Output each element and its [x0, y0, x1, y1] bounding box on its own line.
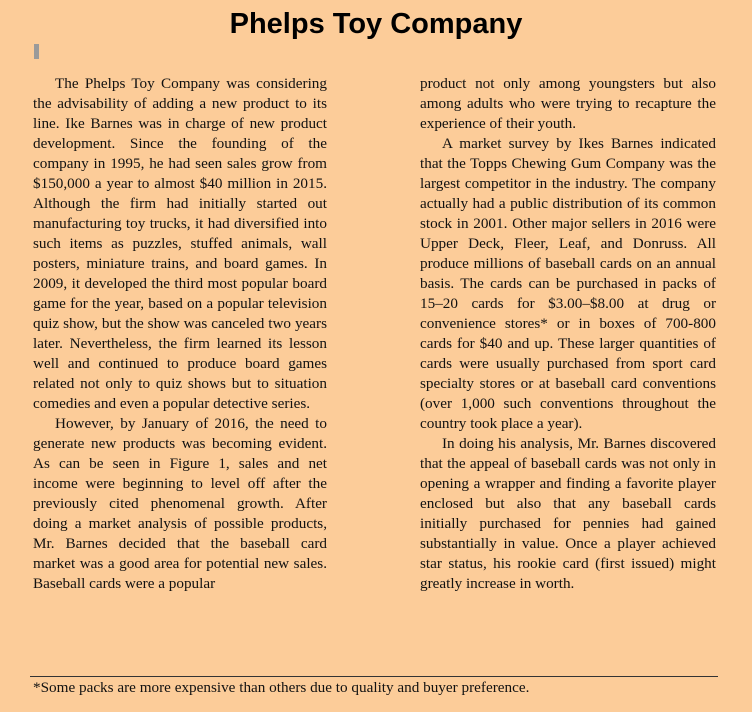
paragraph: In doing his analysis, Mr. Barnes discovered that the appeal of baseball cards was not only in opening a wrapper and finding a favorite player enclosed but also that any baseball cards initially purchased for pennies had gained substantially in value. Once a player achieved star status, his rookie card (first issued) might greatly increase in worth. [420, 435, 716, 592]
page-title: Phelps Toy Company [229, 8, 523, 40]
right-column [420, 74, 716, 594]
footnote: *Some packs are more expensive than others due to quality and buyer preference. [33, 679, 530, 696]
left-column [33, 74, 327, 594]
paragraph: A market survey by Ikes Barnes indicated that the Topps Chewing Gum Company was the largest competitor in the industry. The company actually had a public distribution of its common stock in 2001. Other major sellers in 2016 were Upper Deck, Fleer, Leaf, and Donruss. All produce millions of baseball cards on an annual basis. The cards can be purchased in packs of 15–20 cards for $3.00–$8.00 at drug or convenience stores* or in boxes of 700-800 cards for $40 and up. These larger quantities of cards were usually purchased from sport card specialty stores or at baseball card conventions (over 1,000 such conventions throughout the country took place a year). [420, 135, 716, 432]
paragraph-continued: product not only among youngsters but also among adults who were trying to recapture the experience of their youth. [420, 75, 716, 132]
paragraph: The Phelps Toy Company was considering the advisability of adding a new product to its line. Ike Barnes was in charge of new product development. Since the founding of the company in 1995, he had seen sales grow from $150,000 a year to almost $40 million in 2015. Although the firm had initially started out manufacturing toy trucks, it had diversified into such items as puzzles, stuffed animals, wall posters, miniature trains, and board games. In 2009, it developed the third most popular board game for the year, based on a popular television quiz show, but the show was canceled two years later. Nevertheless, the firm learned its lesson well and continued to produce board games related not only to quiz shows but to situation comedies and even a popular detective series. [33, 75, 327, 412]
footnote-divider [30, 676, 718, 677]
text-cursor-marker [34, 44, 39, 59]
paragraph: However, by January of 2016, the need to generate new products was becoming evident. As can be seen in Figure 1, sales and net income were beginning to level off after the previously cited phenomenal growth. After doing a market analysis of possible products, Mr. Barnes decided that the baseball card market was a good area for potential new sales. Baseball cards were a popular [33, 415, 327, 592]
